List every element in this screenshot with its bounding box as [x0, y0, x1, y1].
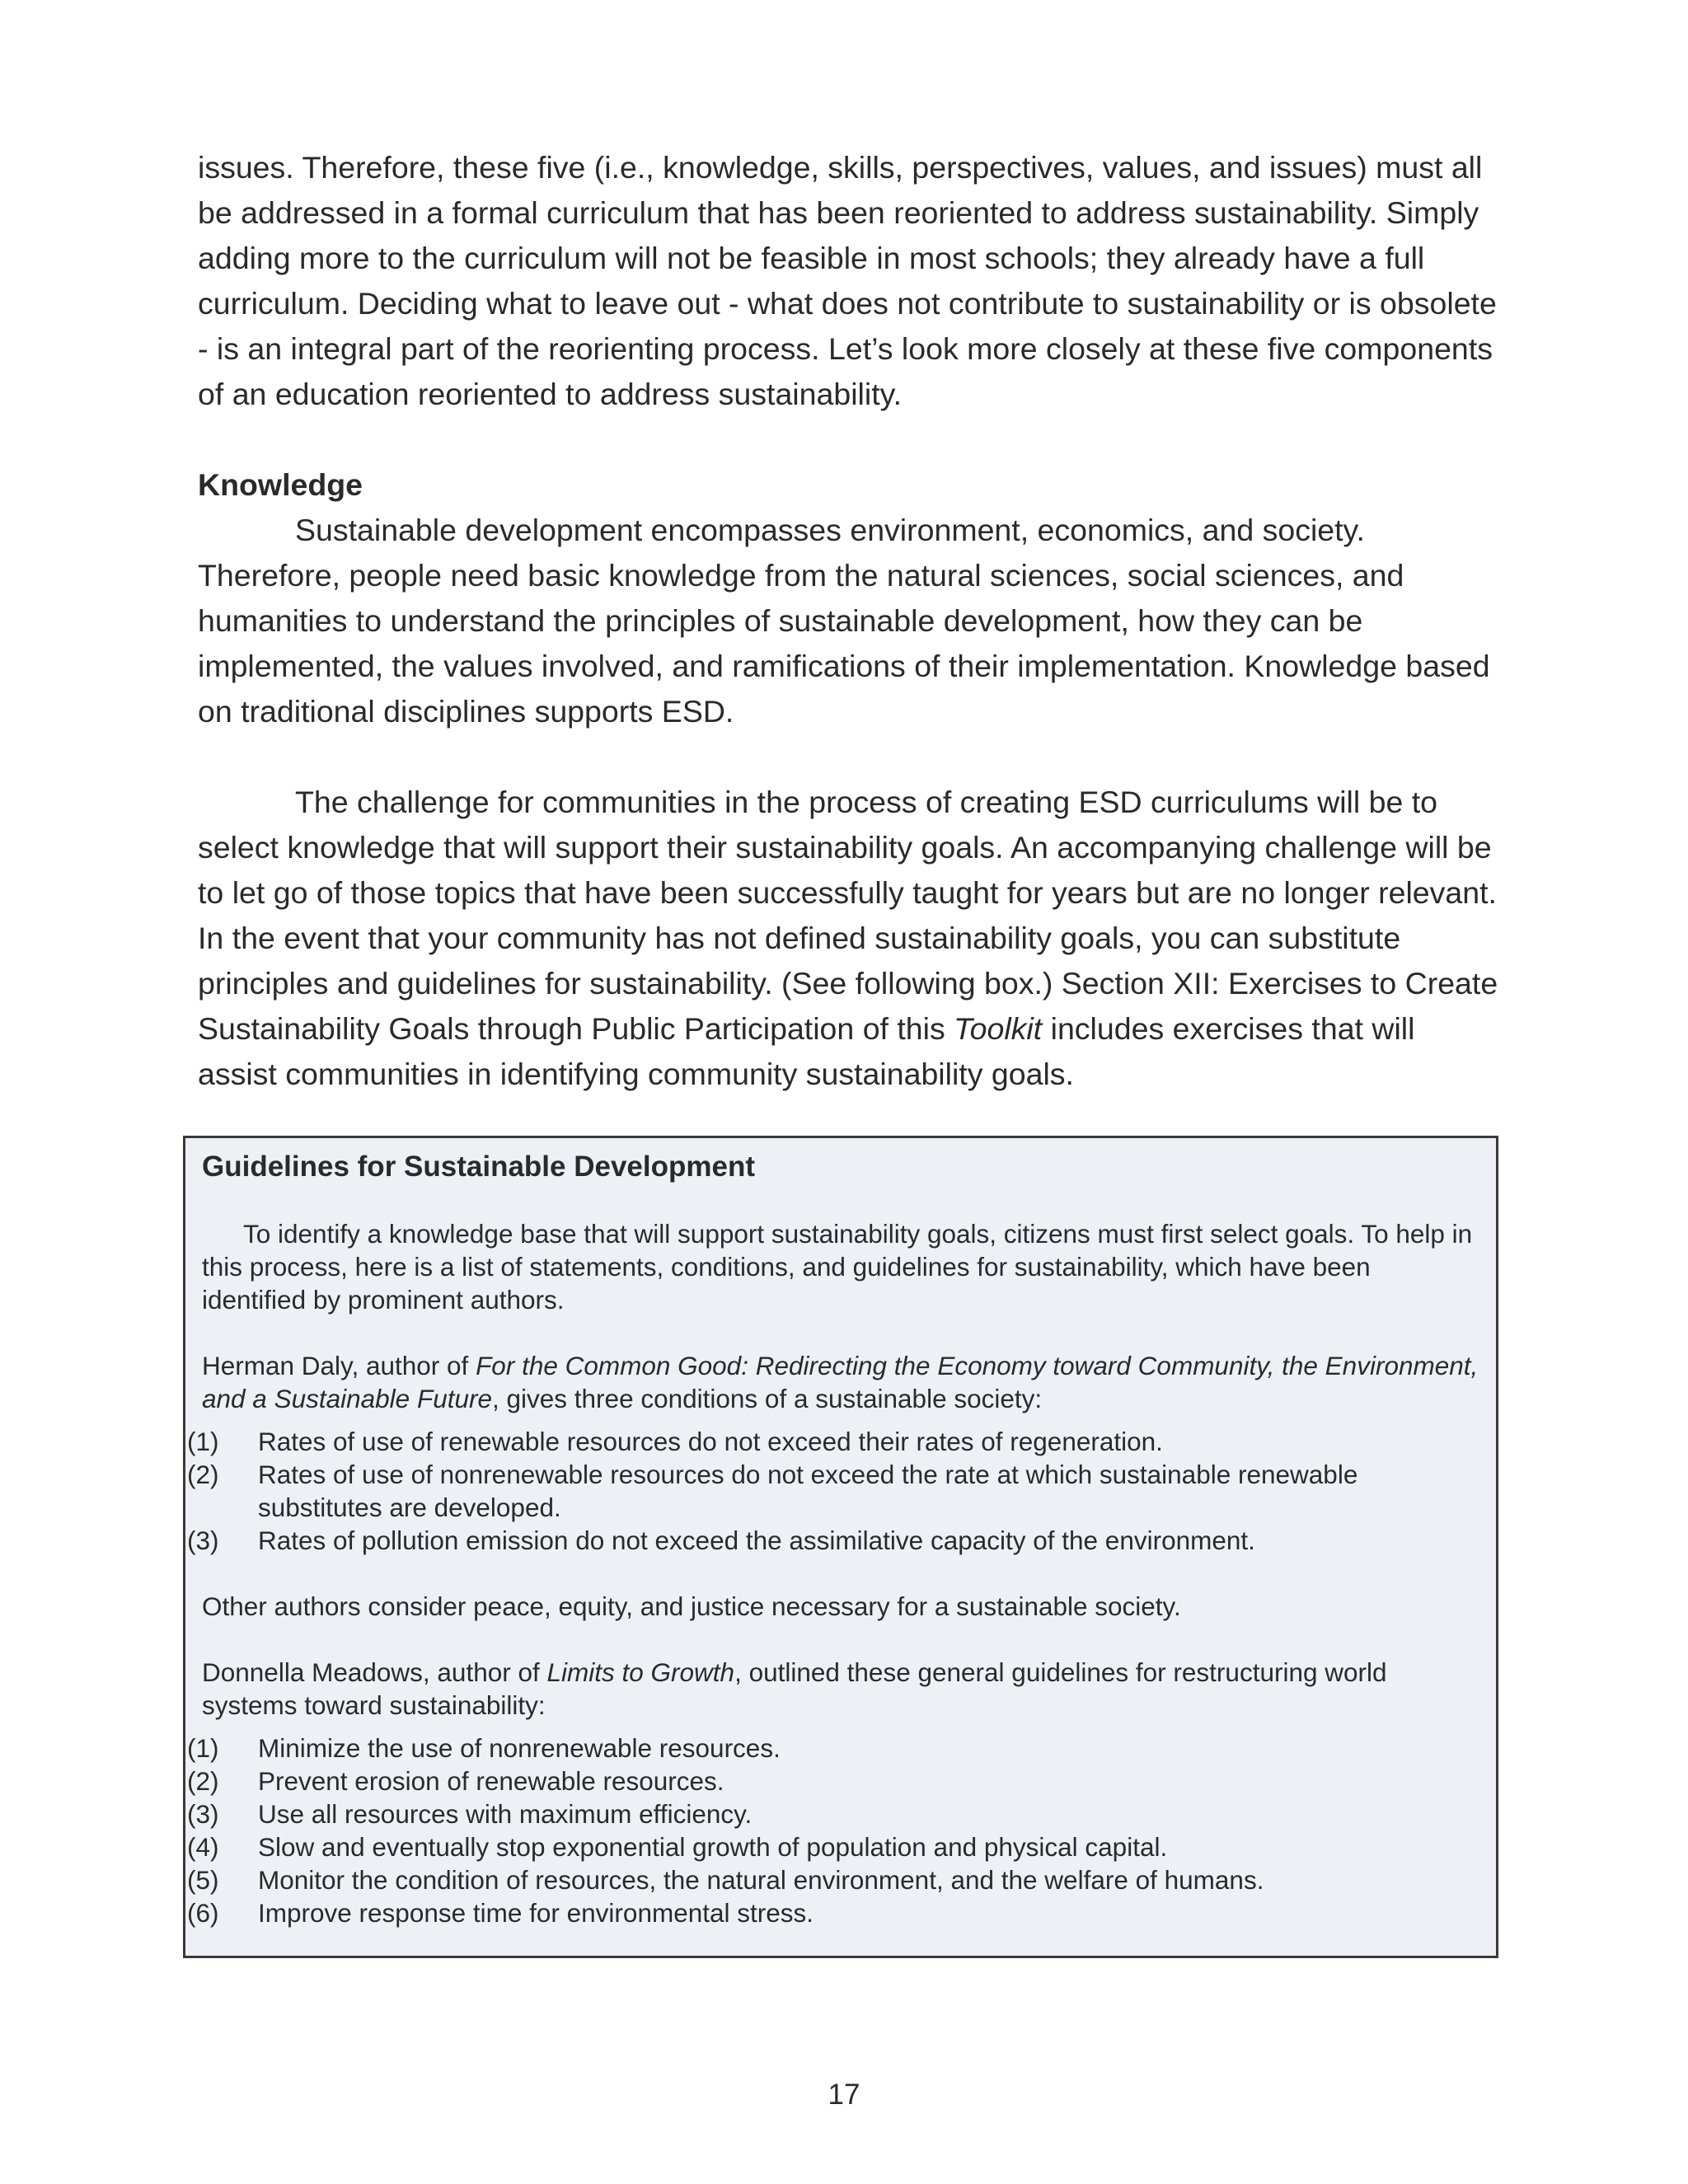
list-number: (1)	[187, 1733, 219, 1763]
list-item	[187, 1863, 1479, 1896]
knowledge-paragraph-2-text-end: includes exercises that will assist communities in identifying community sustainability goals.	[198, 1011, 1415, 1091]
daly-intro-text: Herman Daly, author of	[202, 1351, 476, 1380]
list-item	[187, 1765, 1479, 1797]
list-number: (4)	[187, 1832, 219, 1862]
list-item	[187, 1458, 1479, 1524]
list-number: (3)	[187, 1526, 219, 1555]
list-number: (6)	[187, 1898, 219, 1928]
daly-intro-text-end: , gives three conditions of a sustainable society:	[492, 1384, 1043, 1413]
meadows-guidelines-list	[187, 1732, 1479, 1929]
guidelines-box	[183, 1136, 1498, 1958]
box-title: Guidelines for Sustainable Development	[202, 1151, 755, 1183]
list-number: (3)	[187, 1799, 219, 1829]
list-number: (2)	[187, 1460, 219, 1489]
list-text: Monitor the condition of resources, the natural environment, and the welfare of humans.	[258, 1865, 1264, 1895]
daly-book-title: For the Common Good: Redirecting the Economy toward Community, the Environment, and a Sustainable Future	[202, 1351, 1479, 1413]
list-item	[187, 1830, 1479, 1863]
intro-paragraph: issues. Therefore, these five (i.e., knowledge, skills, perspectives, values, and issues) must all be addressed in a formal curriculum that has been reoriented to address sustainability. Simply adding more to the curriculum will not be feasible in most schools; they already have a full curriculum. Deciding what to leave out - what does not contribute to sustainability or is obsolete - is an integral part of the reorienting process. Let’s look more closely at these five components of an education reoriented to address sustainability.	[198, 150, 1497, 411]
knowledge-paragraph-1: Sustainable development encompasses environment, economics, and society. Therefore, people need basic knowledge from the natural sciences, social sciences, and humanities to understand the principles of sustainable development, how they can be implemented, the values involved, and ramifications of their implementation. Knowledge based on traditional disciplines supports ESD.	[198, 513, 1490, 729]
list-item	[187, 1732, 1479, 1765]
list-number: (1)	[187, 1427, 219, 1456]
daly-conditions-list	[187, 1425, 1479, 1557]
toolkit-title: Toolkit	[954, 1011, 1043, 1046]
meadows-intro	[202, 1656, 1479, 1722]
knowledge-paragraph-2	[198, 780, 1500, 1097]
list-text: Rates of pollution emission do not exceed the assimilative capacity of the environment.	[258, 1526, 1255, 1555]
list-item	[187, 1797, 1479, 1830]
list-text: Use all resources with maximum efficiency.	[258, 1799, 753, 1829]
other-authors: Other authors consider peace, equity, and justice necessary for a sustainable society.	[202, 1591, 1181, 1621]
list-number: (2)	[187, 1766, 219, 1796]
meadows-intro-text-end: , outlined these general guidelines for restructuring world systems toward sustainability:	[202, 1657, 1387, 1720]
daly-intro	[202, 1349, 1479, 1415]
list-item	[187, 1524, 1479, 1557]
meadows-intro-text: Donnella Meadows, author of	[202, 1657, 547, 1687]
list-text: Rates of use of nonrenewable resources do not exceed the rate at which sustainable renewable substitutes are developed.	[258, 1460, 1358, 1522]
main-text	[198, 145, 1500, 1097]
list-text: Slow and eventually stop exponential growth of population and physical capital.	[258, 1832, 1168, 1862]
list-item	[187, 1425, 1479, 1458]
list-text: Rates of use of renewable resources do not exceed their rates of regeneration.	[258, 1427, 1163, 1456]
knowledge-paragraph-2-text: The challenge for communities in the process of creating ESD curriculums will be to select knowledge that will support their sustainability goals. An accompanying challenge will be to let go of those topics that have been successfully taught for years but are no longer relevant. In the event that your community has not defined sustainability goals, you can substitute principles and guidelines for sustainability. (See following box.) Section XII: Exercises to Create Sustainability Goals through Public Participation of this	[198, 785, 1498, 1046]
list-text: Prevent erosion of renewable resources.	[258, 1766, 724, 1796]
meadows-book-title: Limits to Growth	[546, 1657, 735, 1687]
list-number: (5)	[187, 1865, 219, 1895]
box-intro: To identify a knowledge base that will support sustainability goals, citizens must first select goals. To help in this process, here is a list of statements, conditions, and guidelines for sustainability, which have been identified by prominent authors.	[202, 1219, 1473, 1315]
knowledge-heading: Knowledge	[198, 467, 363, 502]
list-text: Improve response time for environmental stress.	[258, 1898, 814, 1928]
list-item	[187, 1896, 1479, 1929]
page-number: 17	[828, 2079, 860, 2111]
list-text: Minimize the use of nonrenewable resources.	[258, 1733, 781, 1763]
